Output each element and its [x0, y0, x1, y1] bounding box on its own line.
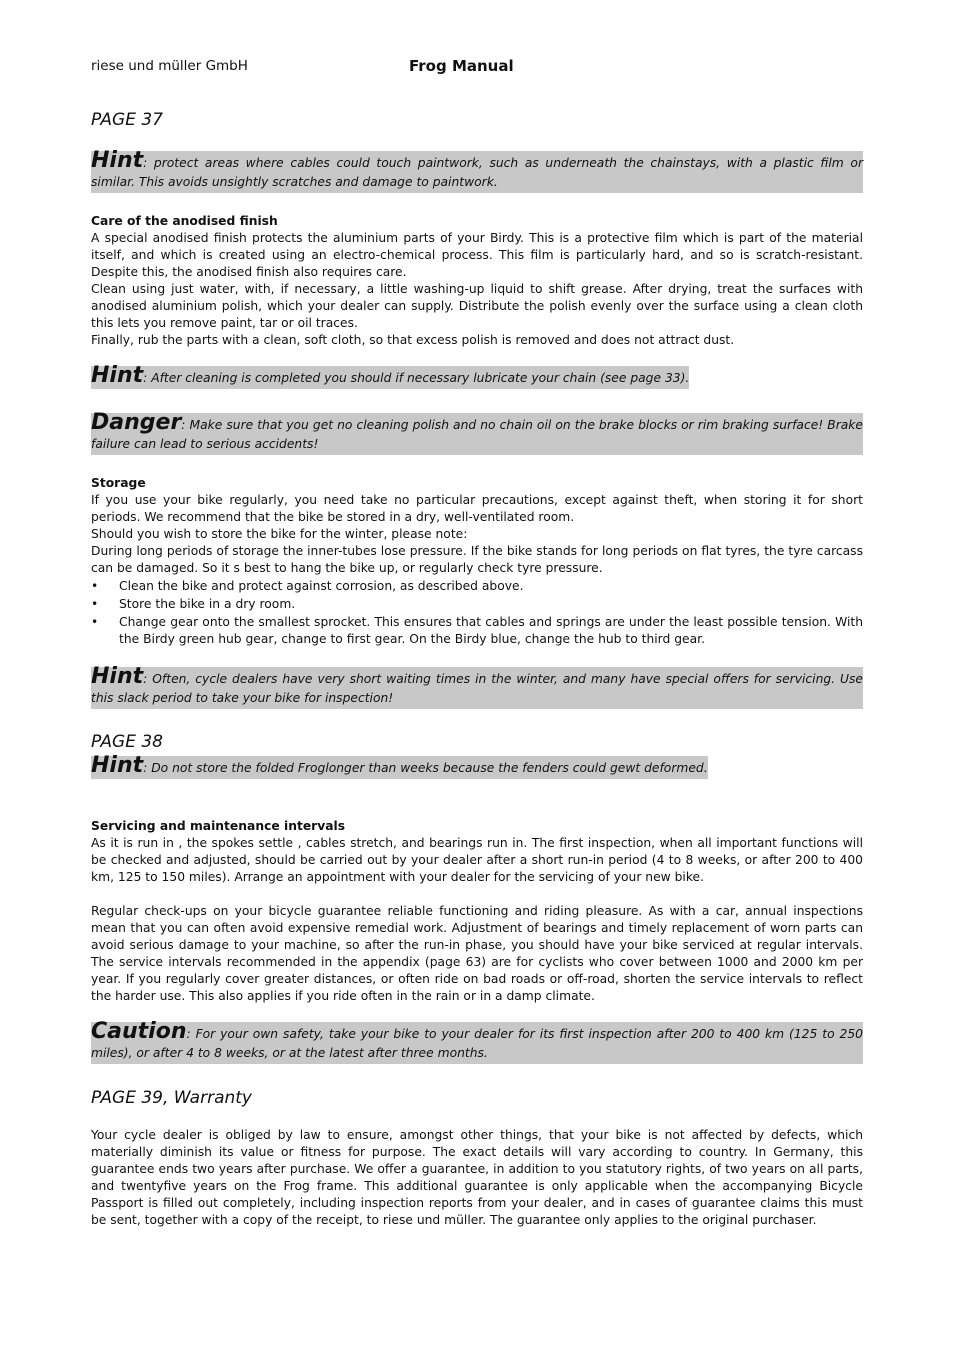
section-heading-servicing: Servicing and maintenance intervals: [91, 819, 346, 833]
hint-keyword: Hint: [91, 148, 144, 173]
storage-section: [91, 475, 863, 648]
hint-keyword: Hint: [91, 363, 144, 388]
hint-box-2: Hint: After cleaning is completed you should if necessary lubricate your chain (see page 33).: [91, 363, 690, 388]
list-item: • Change gear onto the smallest sprocket. This ensures that cables and springs are under the least possible tension. With the Birdy green hub gear, change to first gear. On the Birdy blue, change the hub to third gear.: [91, 614, 863, 648]
servicing-section: [91, 818, 863, 1005]
page-37-heading: PAGE 37: [91, 110, 163, 130]
caution-text: : For your own safety, take your bike to your dealer for its first inspection after 200 to 400 km (125 to 250 miles), or after 4 to 8 weeks, or at the latest after three months.: [91, 1027, 863, 1060]
caution-box: [91, 1019, 863, 1064]
paragraph: During long periods of storage the inner-tubes lose pressure. If the bike stands for long periods on flat tyres, the tyre carcass can be damaged. So it s best to hang the bike up, or regularly check tyre pressure.: [91, 544, 863, 575]
danger-text: : Make sure that you get no cleaning polish and no chain oil on the brake blocks or rim braking surface! Brake failure can lead to serious accidents!: [91, 418, 863, 451]
paragraph: Finally, rub the parts with a clean, soft cloth, so that excess polish is removed and does not attract dust.: [91, 333, 735, 347]
hint-keyword: Hint: [91, 664, 144, 689]
paragraph: Regular check-ups on your bicycle guarantee reliable functioning and riding pleasure. As with a car, annual inspections mean that you can often avoid expensive remedial work. Adjustment of bearings and timely replacement of worn parts can avoid serious damage to your machine, so after the run-in phase, you should have your bike serviced at regular intervals. The service intervals recommended in the appendix (page 63) are for cyclists who cover between 1000 and 2000 km per year. If you regularly cover greater distances, or often ride on bad roads or off-road, shorten the service intervals to reflect the harder use. This also applies if you ride often in the rain or in a damp climate.: [91, 904, 863, 1003]
danger-box: [91, 410, 863, 455]
section-heading-anodised: Care of the anodised finish: [91, 214, 278, 228]
paragraph: Your cycle dealer is obliged by law to ensure, amongst other things, that your bike is not affected by defects, which materially diminish its value or fitness for purpose. The exact details will vary according to country. In Germany, this guarantee ends two years after purchase. We offer a guarantee, in addition to you statutory rights, of two years on all parts, and twentyfive years on the Frog frame. This additional guarantee is only applicable when the accompanying Bicycle Passport is filled out completely, including inspection reports from your dealer, and in cases of guarantee claims this must be sent, together with a copy of the receipt, to riese und müller. The guarantee only applies to the original purchaser.: [91, 1128, 863, 1227]
hint-box-3: [91, 664, 863, 709]
hint-keyword: Hint: [91, 753, 144, 778]
paragraph: Should you wish to store the bike for the winter, please note:: [91, 527, 468, 541]
company-name: riese und müller GmbH: [91, 58, 248, 74]
hint-box-4: [91, 753, 708, 779]
danger-keyword: Danger: [91, 410, 182, 435]
hint-box-1: [91, 148, 863, 193]
paragraph: Clean using just water, with, if necessary, a little washing-up liquid to shift grease. After drying, treat the surfaces with anodised aluminium polish, which your dealer can supply. Distribute the polish evenly over the surface using a clean cloth this lets you remove paint, tar or oil traces.: [91, 282, 863, 330]
paragraph: As it is run in , the spokes settle , cables stretch, and bearings run in. The first inspection, when all important functions will be checked and adjusted, should be carried out by your dealer after a short run-in period (4 to 8 weeks, or after 200 to 400 km, 125 to 150 miles). Arrange an appointment with your dealer for the servicing of your new bike.: [91, 836, 863, 884]
list-item: • Clean the bike and protect against corrosion, as described above.: [91, 578, 863, 595]
hint-text: : Often, cycle dealers have very short waiting times in the winter, and many have special offers for servicing. Use this slack period to take your bike for inspection!: [91, 672, 863, 705]
section-heading-storage: Storage: [91, 476, 146, 490]
paragraph: If you use your bike regularly, you need take no particular precautions, except against theft, when storing it for short periods. We recommend that the bike be stored in a dry, well-ventilated room.: [91, 493, 863, 524]
page-39-heading: PAGE 39, Warranty: [91, 1088, 252, 1108]
caution-keyword: Caution: [91, 1019, 187, 1044]
anodised-section: [91, 213, 863, 349]
hint-text: : Do not store the folded Froglonger than weeks because the fenders could gewt deformed.: [143, 761, 708, 775]
warranty-section: [91, 1127, 863, 1229]
document-title: Frog Manual: [409, 57, 514, 75]
hint-text: : protect areas where cables could touch paintwork, such as underneath the chainstays, with a plastic film or similar. This avoids unsightly scratches and damage to paintwork.: [91, 156, 863, 189]
hint-text: : After cleaning is completed you should if necessary lubricate your chain (see page 33): [143, 371, 686, 385]
list-item: • Store the bike in a dry room.: [91, 596, 863, 613]
page-38-heading: PAGE 38: [91, 732, 163, 752]
storage-bullet-list: [91, 578, 863, 648]
paragraph: A special anodised finish protects the aluminium parts of your Birdy. This is a protective film which is part of the material itself, and which is created using an electro-chemical process. This film is particularly hard, and so is scratch-resistant. Despite this, the anodised finish also requires care.: [91, 231, 863, 279]
